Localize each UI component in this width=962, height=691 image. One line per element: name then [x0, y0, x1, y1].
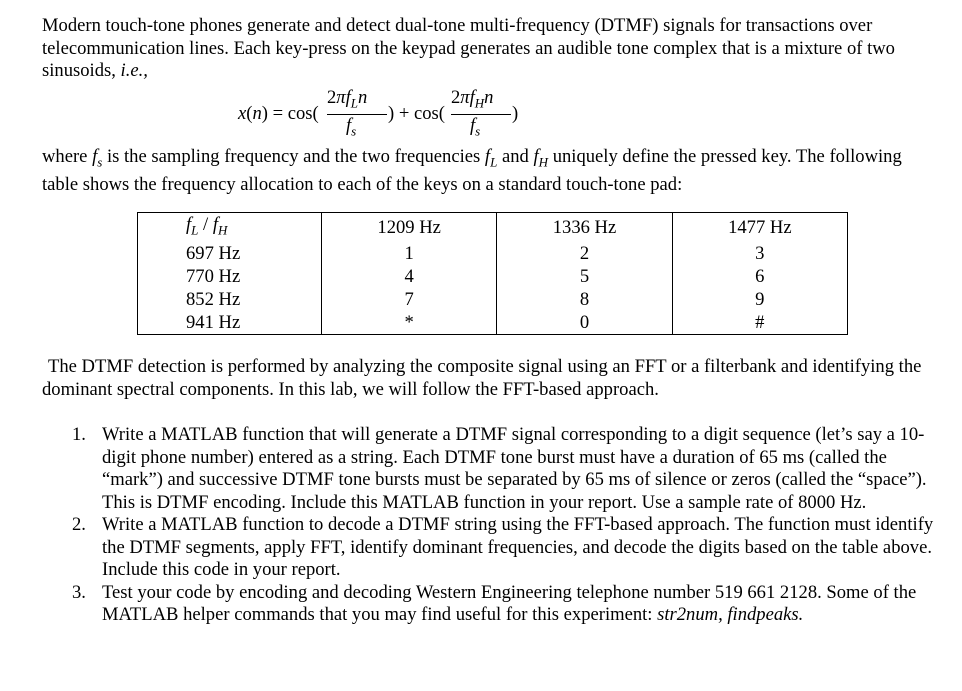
table-cell: 3	[672, 242, 847, 265]
task-text: Write a MATLAB function that will generate a DTMF signal corresponding to a digit sequence (let’s say a 10-digit phone number) entered as a string. Each DTMF tone burst must have a duration of 65 ms (called the “mark”) and successive DTMF tone bursts must be separated by 65 ms of silence or zeros (called the “space”). This is DTMF encoding. Include this MATLAB function in your report. Use a sample rate of 8000 Hz.	[102, 424, 927, 513]
formula-den1: $f_s$	[346, 115, 357, 139]
task-text: Test your code by encoding and decoding Western Engineering telephone number 519 661 2128. Some of the MATLAB helper commands that you may find useful for this experiment:	[102, 581, 917, 625]
formula-mid: ) + cos(	[388, 103, 445, 124]
task-number: 1.	[72, 424, 86, 445]
table-cell: 5	[497, 265, 672, 288]
table-row	[138, 265, 848, 288]
table-cell: 8	[497, 288, 672, 311]
formula-fracbar1	[327, 114, 387, 115]
table-cell: 2	[497, 242, 672, 265]
dtmf-formula	[238, 85, 568, 145]
task-text: Write a MATLAB function to decode a DTMF string using the FFT-based approach. The function must identify the DTMF segments, apply FFT, identify dominant frequencies, and decode the digits based on the table above. Include this code in your report.	[102, 514, 934, 580]
task-item	[0, 582, 940, 627]
table-cell: *	[322, 311, 497, 335]
formula-lhs: x(n) = cos(	[238, 103, 319, 124]
formula-rhs: )	[512, 103, 519, 124]
table-cell: #	[672, 311, 847, 335]
intro-paragraph	[42, 15, 942, 83]
table-row-header: 697 Hz	[138, 242, 322, 265]
table-cell: 0	[497, 311, 672, 335]
formula-fracbar2	[451, 114, 511, 115]
table-row-header: 941 Hz	[138, 311, 322, 335]
detection-paragraph: The DTMF detection is performed by analyzing the composite signal using an FFT or a filterbank and identifying the dominant spectral components. In this lab, we will follow the FFT-based approach.	[42, 356, 922, 400]
task-number: 2.	[72, 514, 86, 535]
formula-num1: $2\pi f_Ln$	[327, 87, 368, 111]
table-cell: 1	[322, 242, 497, 265]
formula-num2: $2\pi f_Hn$	[451, 87, 494, 111]
table-col-header: 1477 Hz	[672, 213, 847, 242]
dtmf-frequency-table	[137, 212, 848, 335]
task-item	[0, 514, 940, 582]
task-number: 3.	[72, 581, 86, 603]
table-row-header: 770 Hz	[138, 265, 322, 288]
task-item	[0, 424, 940, 514]
table-row-header: 852 Hz	[138, 288, 322, 311]
ie-abbrev: i.e.,	[120, 60, 148, 81]
intro-text: Modern touch-tone phones generate and detect dual-tone multi-frequency (DTMF) signals for transactions over telecommunication lines. Each key-press on the keypad generates an audible tone complex that is a mixture of two sinusoids,	[42, 15, 895, 81]
table-col-header: 1209 Hz	[322, 213, 497, 242]
table-cell: 7	[322, 288, 497, 311]
table-header-row	[138, 213, 848, 242]
formula-den2: $f_s$	[470, 115, 481, 139]
table-cell: 4	[322, 265, 497, 288]
table-corner-cell: $f_L / f_H$	[138, 213, 322, 242]
table-row	[138, 311, 848, 335]
table-cell: 6	[672, 265, 847, 288]
table-row	[138, 242, 848, 265]
matlab-commands: str2num, findpeaks.	[657, 604, 804, 625]
table-col-header: 1336 Hz	[497, 213, 672, 242]
table-row	[138, 288, 848, 311]
table-cell: 9	[672, 288, 847, 311]
task-list	[0, 424, 962, 627]
where-paragraph: where $f_s$ is the sampling frequency and the two frequencies $f_L$ and $f_H$ uniquely define the pressed key. The following table shows the frequency allocation to each of the keys on a standard touch-tone pad:	[42, 146, 902, 196]
